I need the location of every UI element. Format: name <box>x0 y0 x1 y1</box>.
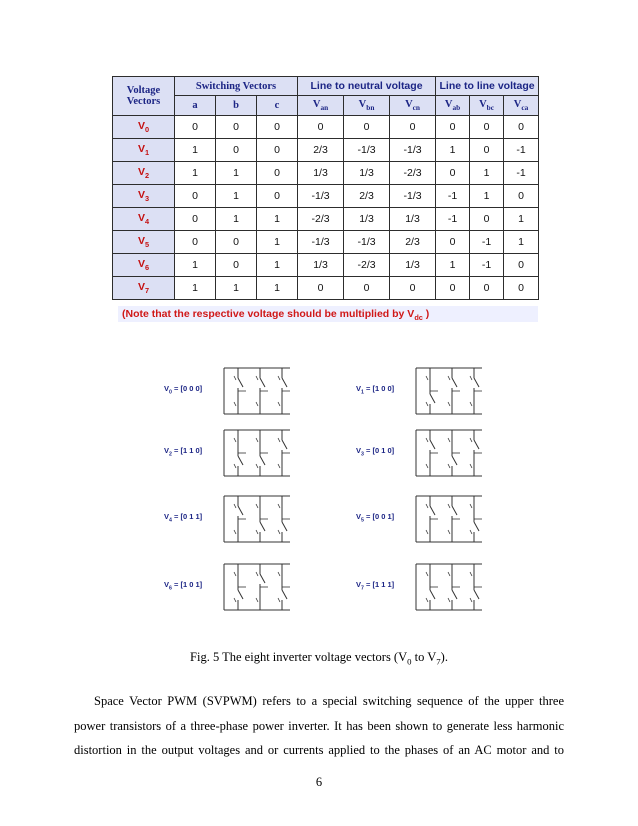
switch-diagram-label: $V_3 = [0$ 1 0] <box>356 446 395 458</box>
cell-vab: 1 <box>436 254 470 277</box>
cell-b: 0 <box>216 254 257 277</box>
switch-diagram <box>356 366 496 416</box>
sub-header-van: $V_{an}$ <box>298 96 344 116</box>
cell-vcn: -1/3 <box>390 185 436 208</box>
vector-cell: $V_3$ <box>113 185 175 208</box>
cell-vbn: 0 <box>344 277 390 300</box>
cell-c: 0 <box>257 185 298 208</box>
cell-vab: 0 <box>436 116 470 139</box>
cell-b: 0 <box>216 116 257 139</box>
switch-diagram-label: $V_4 = [0$ 1 1] <box>164 512 203 524</box>
inverter-legs-icon <box>218 494 298 544</box>
inverter-legs-icon <box>218 366 298 416</box>
switch-diagram-label: $V_7 = [1$ 1 1] <box>356 580 395 592</box>
switch-diagram-label: $V_2 = [1$ 1 0] <box>164 446 203 458</box>
cell-b: 1 <box>216 208 257 231</box>
cell-vca: -1 <box>504 162 539 185</box>
cell-vca: 1 <box>504 231 539 254</box>
cell-van: 1/3 <box>298 162 344 185</box>
table-row <box>113 277 539 300</box>
cell-vca: 1 <box>504 208 539 231</box>
vector-cell: $V_7$ <box>113 277 175 300</box>
page-number: 6 <box>315 775 323 789</box>
inverter-legs-icon <box>218 562 298 612</box>
cell-vca: -1 <box>504 139 539 162</box>
cell-vcn: -2/3 <box>390 162 436 185</box>
cell-van: -2/3 <box>298 208 344 231</box>
table-row <box>113 208 539 231</box>
cell-vbn: -1/3 <box>344 139 390 162</box>
cell-b: 1 <box>216 162 257 185</box>
cell-c: 1 <box>257 231 298 254</box>
cell-vbc: 0 <box>470 116 504 139</box>
table-row <box>113 254 539 277</box>
sub-header-vbc: $V_{bc}$ <box>470 96 504 116</box>
switching-vector-table-wrapper <box>112 76 538 300</box>
header-switching-vectors: Switching Vectors <box>175 77 298 96</box>
cell-a: 1 <box>175 139 216 162</box>
cell-vbc: -1 <box>470 254 504 277</box>
cell-vab: 0 <box>436 231 470 254</box>
cell-a: 0 <box>175 208 216 231</box>
inverter-legs-icon <box>410 494 490 544</box>
cell-a: 0 <box>175 116 216 139</box>
cell-vbc: 1 <box>470 162 504 185</box>
vector-cell: $V_2$ <box>113 162 175 185</box>
sub-header-a: a <box>175 96 216 116</box>
cell-vab: 0 <box>436 277 470 300</box>
switch-diagram <box>164 366 304 416</box>
header-vectors-text: Vectors <box>126 96 161 107</box>
cell-vca: 0 <box>504 254 539 277</box>
switch-diagram <box>356 428 496 478</box>
switch-diagram <box>356 494 496 544</box>
header-line-to-line: Line to line voltage <box>436 77 539 96</box>
cell-c: 1 <box>257 254 298 277</box>
cell-a: 1 <box>175 277 216 300</box>
cell-vbc: 1 <box>470 185 504 208</box>
cell-vca: 0 <box>504 116 539 139</box>
vector-cell: $V_6$ <box>113 254 175 277</box>
cell-vbc: -1 <box>470 231 504 254</box>
cell-a: 0 <box>175 185 216 208</box>
sub-header-vab: $V_{ab}$ <box>436 96 470 116</box>
cell-vbn: 0 <box>344 116 390 139</box>
vector-cell: $V_1$ <box>113 139 175 162</box>
cell-vcn: 1/3 <box>390 254 436 277</box>
cell-vcn: 0 <box>390 277 436 300</box>
header-line-to-neutral: Line to neutral voltage <box>298 77 436 96</box>
sub-header-b: b <box>216 96 257 116</box>
sub-header-row <box>113 96 539 116</box>
body-paragraph <box>74 689 564 763</box>
cell-van: 0 <box>298 277 344 300</box>
switch-diagram-label: $V_0 = [0$ 0 0] <box>164 384 203 396</box>
cell-vbn: -1/3 <box>344 231 390 254</box>
sub-header-c: c <box>257 96 298 116</box>
cell-a: 1 <box>175 162 216 185</box>
switch-diagram-label: $V_6 = [1$ 0 1] <box>164 580 203 592</box>
cell-vab: 0 <box>436 162 470 185</box>
table-note-text: (Note that the respective voltage should be multiplied by $V_{dc}$ ) <box>122 308 430 323</box>
cell-vca: 0 <box>504 277 539 300</box>
cell-b: 1 <box>216 185 257 208</box>
cell-vcn: 1/3 <box>390 208 436 231</box>
switch-diagram-label: $V_1 = [1$ 0 0] <box>356 384 395 396</box>
sub-header-vcn: $V_{cn}$ <box>390 96 436 116</box>
switch-diagram <box>164 562 304 612</box>
header-voltage-vectors <box>113 77 175 116</box>
sub-header-vbn: $V_{bn}$ <box>344 96 390 116</box>
paragraph-line: Space Vector PWM (SVPWM) refers to a special switching sequence of the upper three <box>94 694 564 708</box>
figure-caption <box>0 650 638 667</box>
cell-c: 0 <box>257 162 298 185</box>
cell-vab: -1 <box>436 208 470 231</box>
vector-cell: $V_5$ <box>113 231 175 254</box>
cell-van: 2/3 <box>298 139 344 162</box>
inverter-legs-icon <box>410 428 490 478</box>
table-row <box>113 185 539 208</box>
cell-a: 1 <box>175 254 216 277</box>
cell-vbn: -2/3 <box>344 254 390 277</box>
cell-b: 0 <box>216 231 257 254</box>
cell-vbn: 1/3 <box>344 162 390 185</box>
cell-vbc: 0 <box>470 277 504 300</box>
cell-vcn: 2/3 <box>390 231 436 254</box>
cell-c: 0 <box>257 116 298 139</box>
cell-vca: 0 <box>504 185 539 208</box>
paragraph-line: power transistors of a three-phase power inverter. It has been shown to generate less harmonic <box>74 718 564 733</box>
cell-a: 0 <box>175 231 216 254</box>
vector-cell: $V_4$ <box>113 208 175 231</box>
table-row <box>113 162 539 185</box>
cell-vab: -1 <box>436 185 470 208</box>
cell-van: -1/3 <box>298 231 344 254</box>
cell-vab: 1 <box>436 139 470 162</box>
table-row <box>113 139 539 162</box>
switch-diagram <box>356 562 496 612</box>
cell-c: 0 <box>257 139 298 162</box>
inverter-legs-icon <box>218 428 298 478</box>
vector-cell: $V_0$ <box>113 116 175 139</box>
cell-c: 1 <box>257 208 298 231</box>
cell-vbc: 0 <box>470 139 504 162</box>
cell-vbn: 2/3 <box>344 185 390 208</box>
cell-vcn: 0 <box>390 116 436 139</box>
switching-vector-table <box>112 76 539 300</box>
cell-vcn: -1/3 <box>390 139 436 162</box>
cell-van: 1/3 <box>298 254 344 277</box>
table-body <box>113 116 539 300</box>
sub-header-vca: $V_{ca}$ <box>504 96 539 116</box>
inverter-legs-icon <box>410 366 490 416</box>
cell-van: -1/3 <box>298 185 344 208</box>
cell-vbn: 1/3 <box>344 208 390 231</box>
table-row <box>113 116 539 139</box>
inverter-legs-icon <box>410 562 490 612</box>
switch-diagram <box>164 428 304 478</box>
figure-caption-text: Fig. 5 The eight inverter voltage vectors ($V_0$ to $V_7$). <box>190 650 448 667</box>
cell-b: 1 <box>216 277 257 300</box>
cell-b: 0 <box>216 139 257 162</box>
cell-van: 0 <box>298 116 344 139</box>
cell-c: 1 <box>257 277 298 300</box>
switch-diagram <box>164 494 304 544</box>
cell-vbc: 0 <box>470 208 504 231</box>
paragraph-line: distortion in the output voltages and or currents applied to the phases of an AC motor and to <box>74 743 564 757</box>
switch-diagram-label: $V_5 = [0$ 0 1] <box>356 512 395 524</box>
table-row <box>113 231 539 254</box>
table-note <box>118 306 538 322</box>
header-voltage-text: Voltage <box>126 85 161 96</box>
